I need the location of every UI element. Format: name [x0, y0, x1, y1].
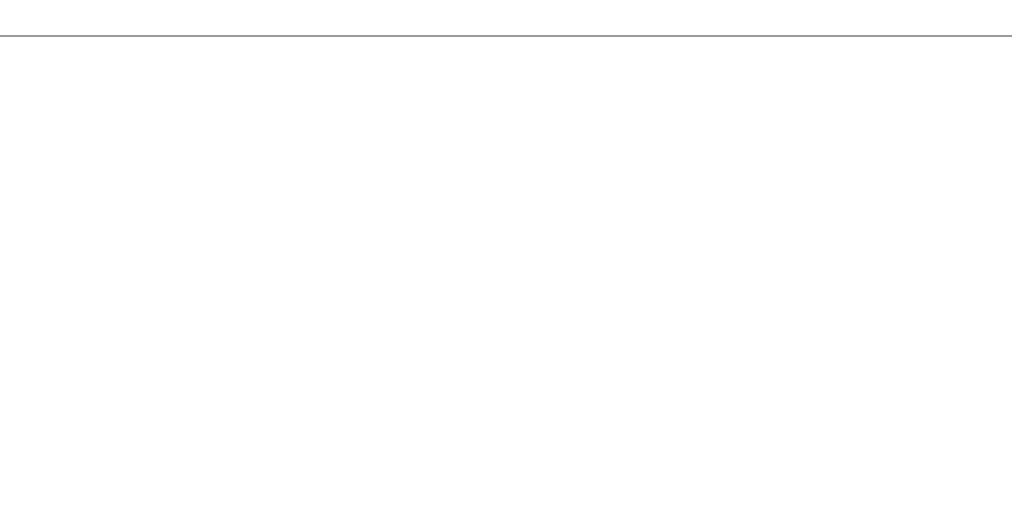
header-divider: [0, 35, 1012, 37]
